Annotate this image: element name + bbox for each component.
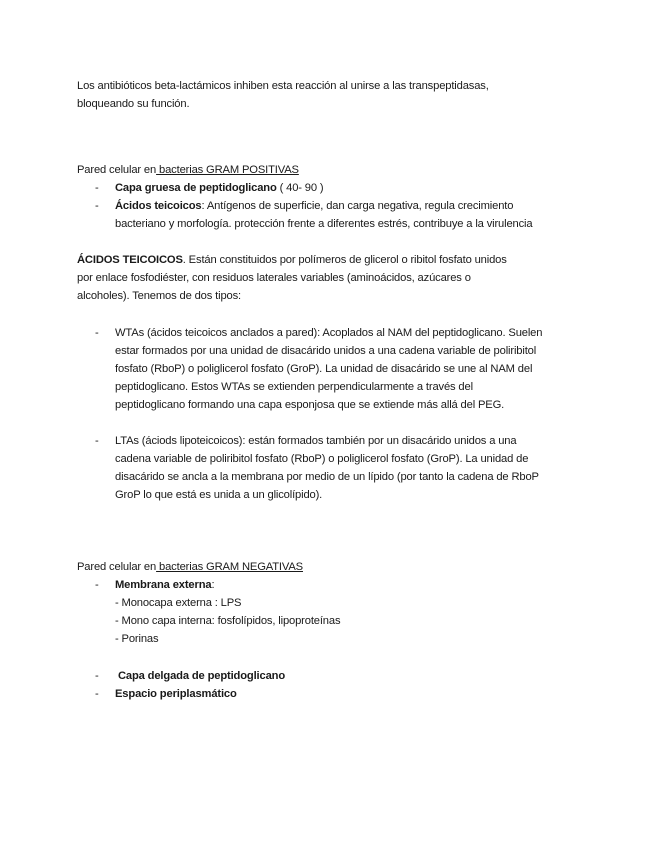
bullet-dash: -: [95, 670, 99, 682]
bullet-text: [115, 197, 595, 233]
membrana-item-interna: - Mono capa interna: fosfolípidos, lipoproteínas: [115, 615, 341, 627]
acidos-teicoicos-desc-2: bacteriano y morfología. protección frente a diferentes estrés, contribuye a la virulencia: [115, 218, 533, 230]
lta-text: [115, 432, 595, 504]
gram-negative-heading: [77, 558, 597, 576]
lta-line-1: LTAs (áciods lipoteicoicos): están formados también por un disacárido unidos a una: [115, 435, 517, 447]
bullet-dash: -: [95, 200, 99, 212]
lta-line-2: cadena variable de poliribitol fosfato (RboP) o poliglicerol fosfato (GroP). La unidad de: [115, 453, 529, 465]
wta-line-4: peptidoglicano. Estos WTAs se extienden perpendicularmente a través del: [115, 381, 473, 393]
teicoicos-line-1: . Están constituidos por polímeros de glicerol o ribitol fosfato unidos: [182, 254, 507, 266]
gram-positive-heading-prefix: Pared celular en: [77, 164, 157, 176]
bullet-dash: -: [95, 435, 99, 447]
intro-line-2: bloqueando su función.: [77, 98, 190, 110]
wta-line-5: peptidoglicano formando una capa esponjosa que se extiende más allá del PEG.: [115, 399, 505, 411]
membrana-colon: :: [211, 579, 215, 591]
lta-bullet: [77, 432, 597, 504]
teicoicos-line-3: alcoholes). Tenemos de dos tipos:: [77, 290, 241, 302]
membrana-externa-bullet: [77, 576, 597, 648]
gram-negative-heading-prefix: Pared celular en: [77, 561, 157, 573]
gram-positive-heading: [77, 161, 597, 179]
acidos-teicoicos-label: Ácidos teicoicos: [115, 200, 202, 212]
gram-positive-heading-link: bacterias GRAM POSITIVAS: [156, 164, 299, 176]
capa-gruesa-label: Capa gruesa de peptidoglicano: [115, 182, 277, 194]
gram-negative-heading-link: bacterias GRAM NEGATIVAS: [156, 561, 303, 573]
bullet-dash: -: [95, 327, 99, 339]
lta-line-4: GroP lo que está es unida a un glicolípido).: [115, 489, 323, 501]
espacio-periplasmatico-label: Espacio periplasmático: [115, 688, 237, 700]
capa-delgada-label: Capa delgada de peptidoglicano: [115, 670, 286, 682]
wta-bullet: [77, 324, 597, 414]
intro-line-1: Los antibióticos beta-lactámicos inhiben esta reacción al unirse a las transpeptidasas,: [77, 80, 489, 92]
membrana-item-porinas: - Porinas: [115, 633, 159, 645]
bullet-dash: -: [95, 688, 99, 700]
teicoicos-line-2: por enlace fosfodiéster, con residuos laterales variables (aminoácidos, azúcares o: [77, 272, 471, 284]
bullet-dash: -: [95, 579, 99, 591]
teicoicos-title: ÁCIDOS TEICOICOS: [77, 254, 183, 266]
gram-positive-bullet-teicoicos: [77, 197, 597, 233]
capa-gruesa-range: ( 40- 90 ): [276, 182, 324, 194]
membrana-item-lps: - Monocapa externa : LPS: [115, 597, 242, 609]
teicoicos-paragraph: [77, 251, 597, 305]
wta-line-1: WTAs (ácidos teicoicos anclados a pared): Acoplados al NAM del peptidoglicano. Suelen: [115, 327, 543, 339]
wta-line-2: estar formados por una unidad de disacárido unidos a una cadena variable de poliribitol: [115, 345, 537, 357]
membrana-text: [115, 576, 595, 648]
bullet-text: [115, 179, 595, 197]
intro-paragraph: [77, 77, 597, 113]
wta-text: [115, 324, 595, 414]
membrana-externa-label: Membrana externa: [115, 579, 212, 591]
wta-line-3: fosfato (RboP) o poliglicerol fosfato (GroP). La unidad de disacárido se une al NAM del: [115, 363, 533, 375]
acidos-teicoicos-desc-1: : Antígenos de superficie, dan carga negativa, regula crecimiento: [201, 200, 514, 212]
lta-line-3: disacárido se ancla a la membrana por medio de un lípido (por tanto la cadena de RboP: [115, 471, 539, 483]
bullet-dash: -: [95, 182, 99, 194]
